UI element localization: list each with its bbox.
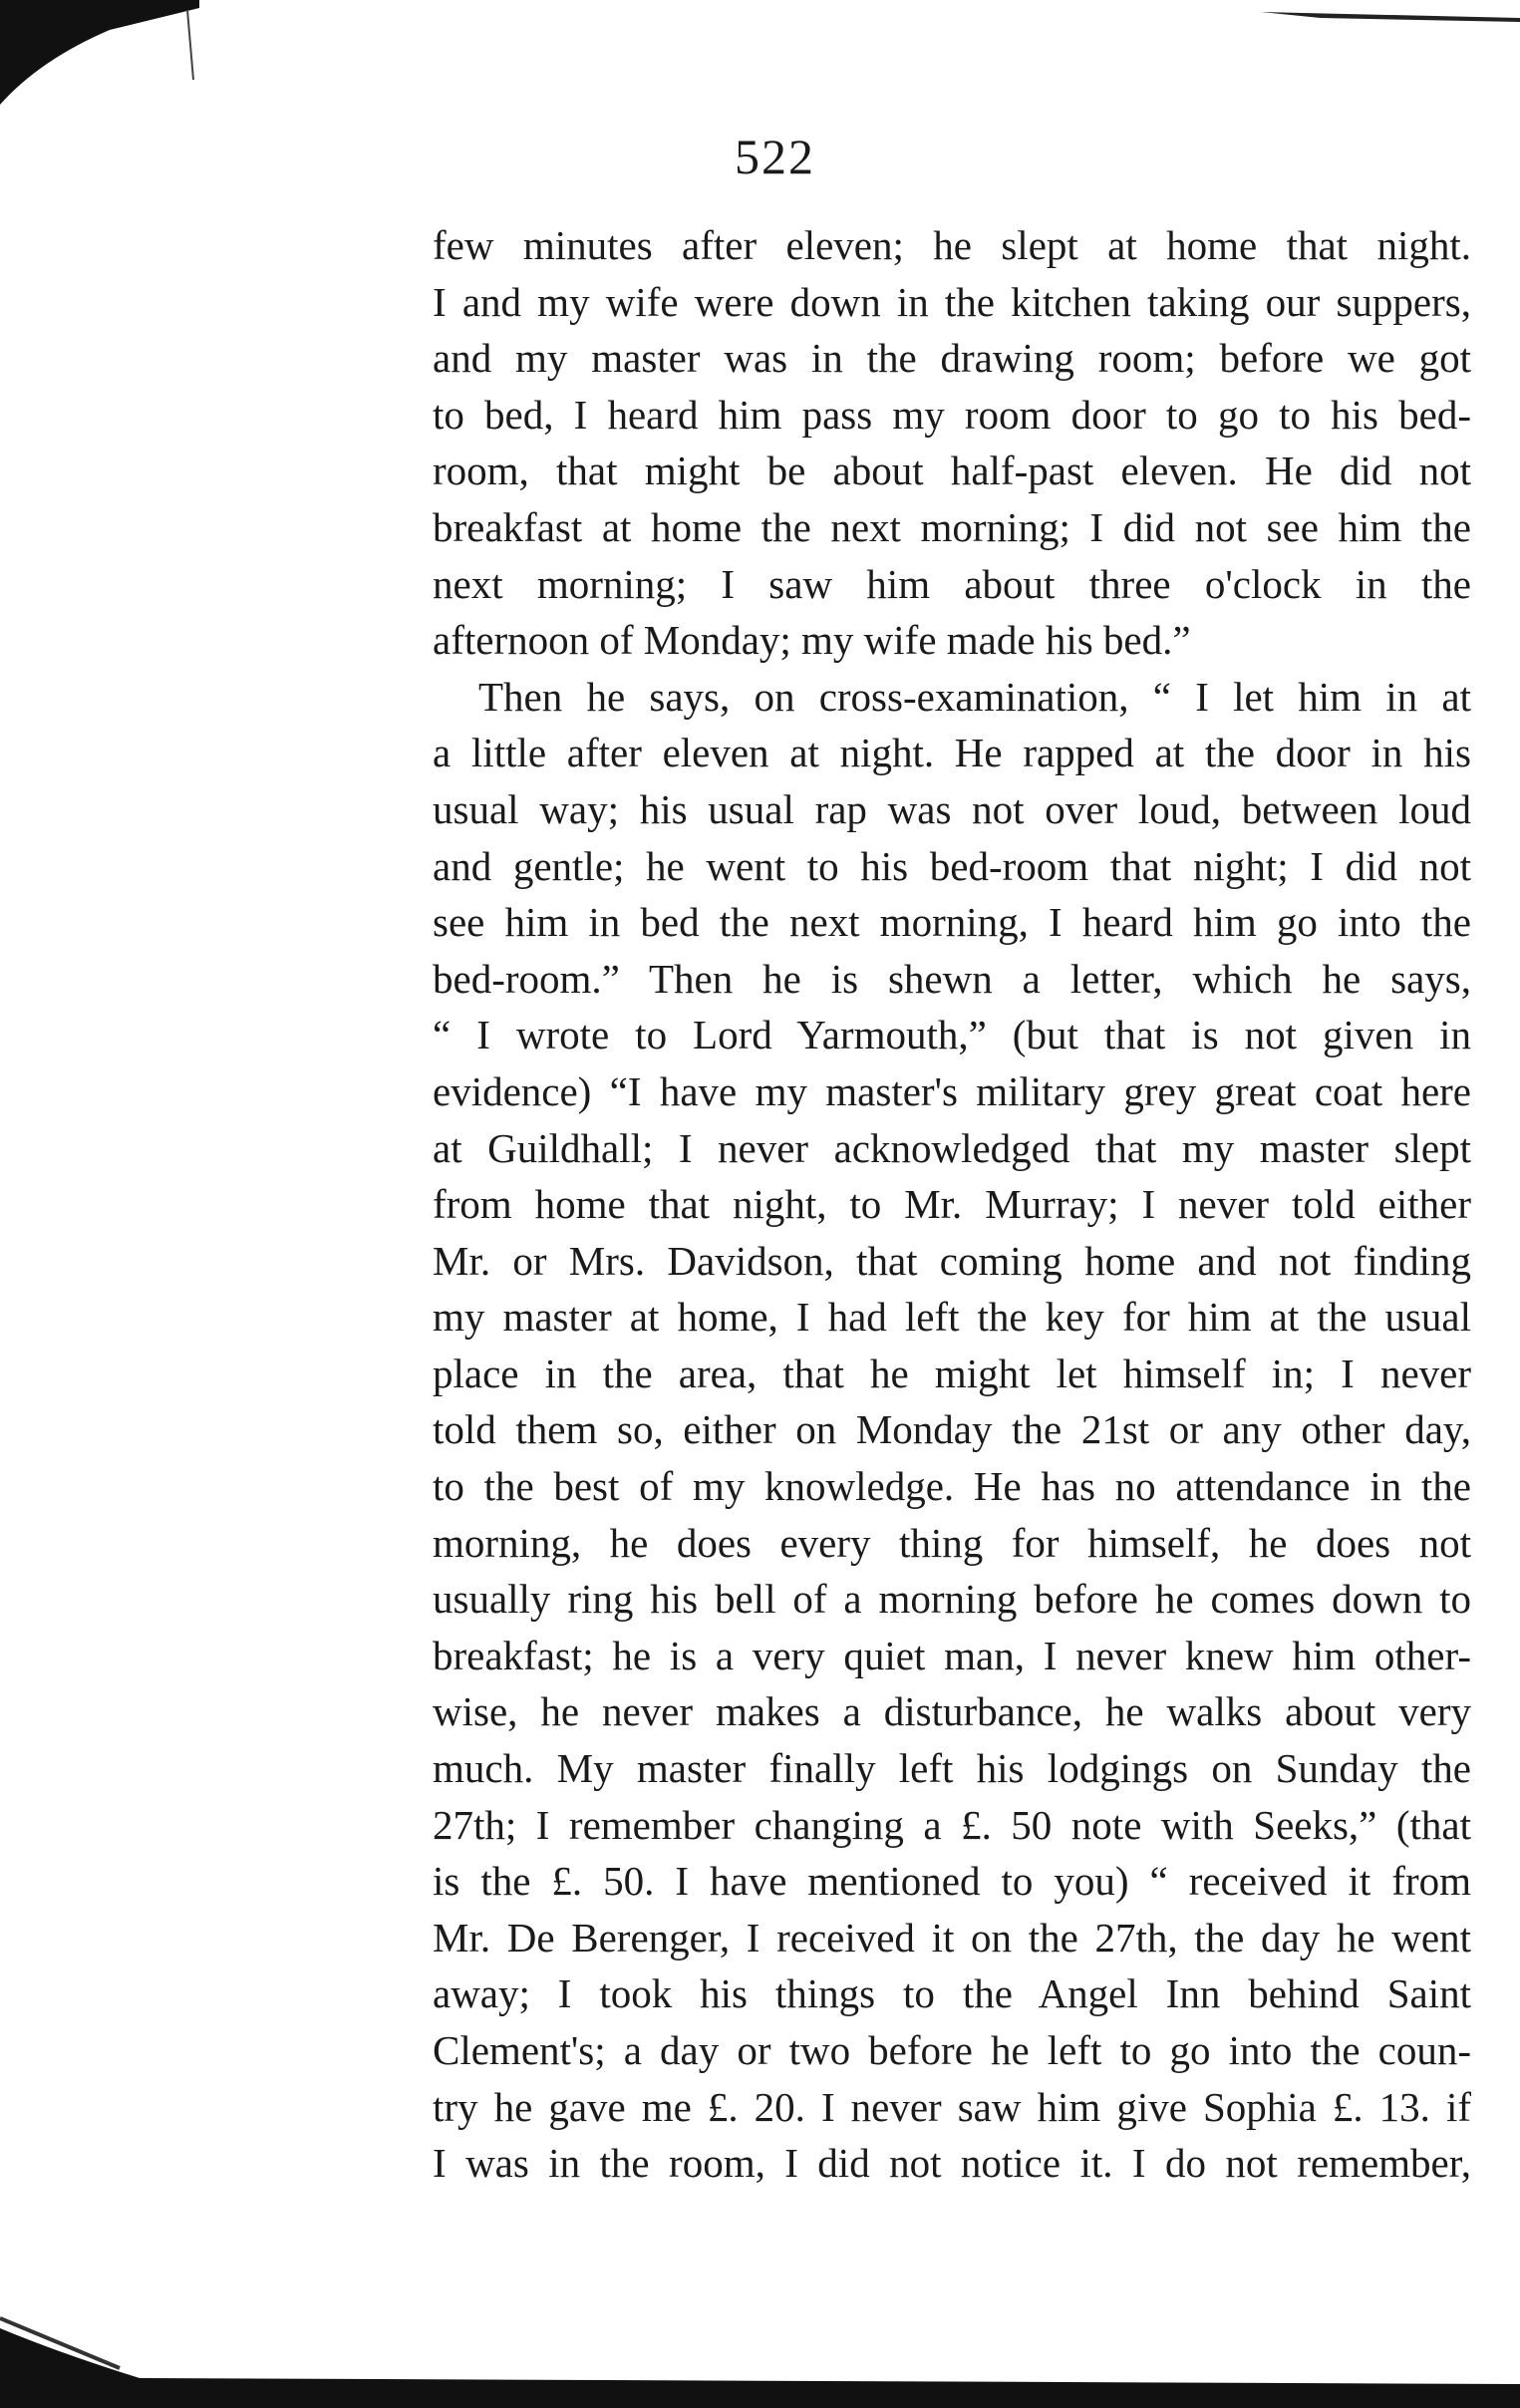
text-line: from home that night, to Mr. Murray; I never told either: [433, 1181, 1471, 1228]
text-line: at Guildhall; I never acknowledged that my master slept: [433, 1124, 1471, 1171]
text-line: away; I took his things to the Angel Inn behind Saint: [433, 1970, 1471, 2017]
text-line: to bed, I heard him pass my room door to go to his bed-: [433, 391, 1471, 438]
text-line: and my master was in the drawing room; before we got: [433, 335, 1471, 382]
body-text: [433, 217, 1471, 2192]
text-line: I and my wife were down in the kitchen taking our suppers,: [433, 278, 1471, 325]
text-line: place in the area, that he might let himself in; I never: [433, 1350, 1471, 1396]
text-line: much. My master finally left his lodgings on Sunday the: [433, 1745, 1471, 1792]
text-line-paragraph-start: Then he says, on cross-examination, “ I let him in at: [478, 673, 1471, 720]
text-line: I was in the room, I did not notice it. I do not remember,: [433, 2140, 1471, 2187]
text-line: bed-room.” Then he is shewn a letter, which he says,: [433, 955, 1471, 1002]
text-line: usually ring his bell of a morning before he comes down to: [433, 1576, 1471, 1623]
text-line: wise, he never makes a disturbance, he walks about very: [433, 1688, 1471, 1735]
text-line: room, that might be about half-past eleven. He did not: [433, 448, 1471, 494]
text-line: try he gave me £. 20. I never saw him give Sophia £. 13. if: [433, 2083, 1471, 2130]
text-line: afternoon of Monday; my wife made his bed.”: [433, 617, 1191, 664]
text-line: to the best of my knowledge. He has no attendance in the: [433, 1463, 1471, 1510]
page-edge-shadow-top-left: [0, 0, 229, 110]
text-line: usual way; his usual rap was not over loud, between loud: [433, 785, 1471, 832]
text-line: is the £. 50. I have mentioned to you) “ received it from: [433, 1858, 1471, 1905]
text-line: Mr. De Berenger, I received it on the 27th, the day he went: [433, 1914, 1471, 1960]
text-line: 27th; I remember changing a £. 50 note with Seeks,” (that: [433, 1801, 1471, 1848]
page-edge-shadow-bottom: [0, 2258, 1520, 2408]
text-line: few minutes after eleven; he slept at home that night.: [433, 222, 1471, 268]
text-line: a little after eleven at night. He rapped at the door in his: [433, 730, 1471, 776]
text-line: breakfast; he is a very quiet man, I never knew him other-: [433, 1632, 1471, 1678]
text-line: my master at home, I had left the key for him at the usual: [433, 1294, 1471, 1341]
text-line: “ I wrote to Lord Yarmouth,” (but that is not given in: [433, 1012, 1471, 1058]
text-line: and gentle; he went to his bed-room that night; I did not: [433, 842, 1471, 889]
text-line: see him in bed the next morning, I heard him go into the: [433, 899, 1471, 946]
text-line: Clement's; a day or two before he left to go into the coun-: [433, 2027, 1471, 2073]
text-line: morning, he does every thing for himself, he does not: [433, 1519, 1471, 1566]
text-line: evidence) “I have my master's military grey great coat here: [433, 1067, 1471, 1114]
text-line: told them so, either on Monday the 21st or any other day,: [433, 1406, 1471, 1453]
page-edge-line-top-right: [1261, 0, 1520, 40]
page-number: 522: [735, 129, 815, 184]
text-line: next morning; I saw him about three o'clock in the: [433, 560, 1471, 607]
text-line: Mr. or Mrs. Davidson, that coming home and not finding: [433, 1237, 1471, 1284]
text-line: breakfast at home the next morning; I did not see him the: [433, 503, 1471, 550]
